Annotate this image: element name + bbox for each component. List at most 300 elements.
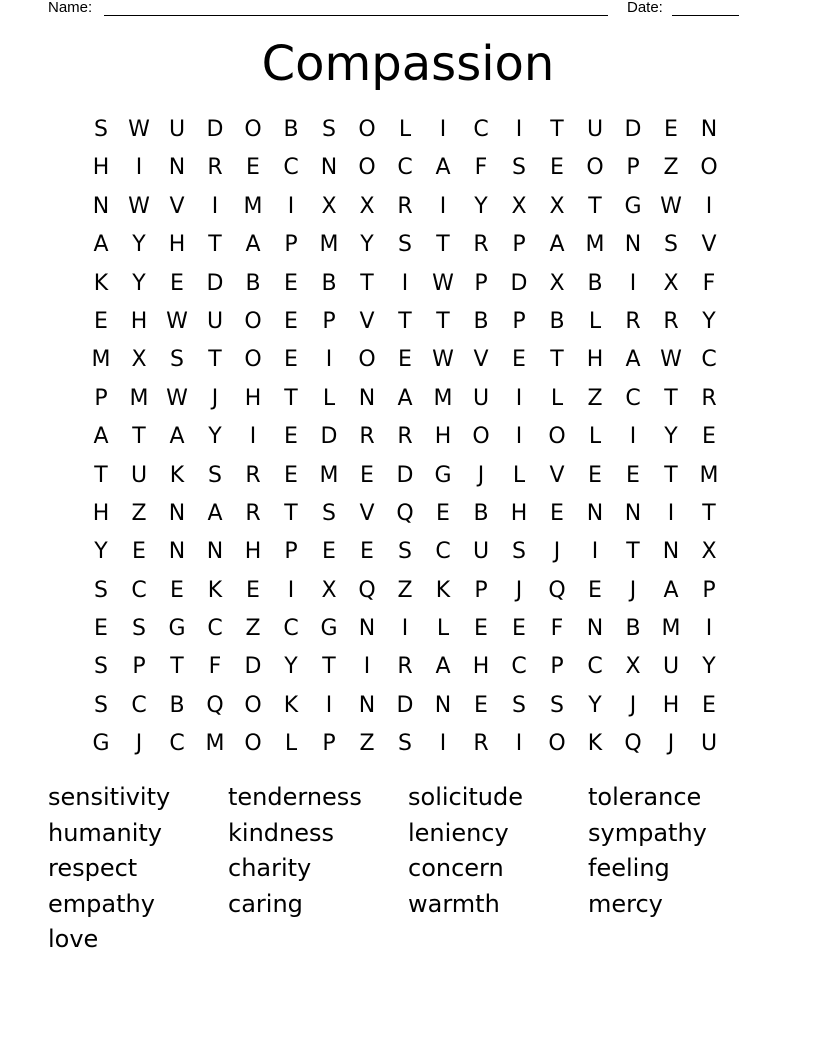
grid-letter[interactable]: S (208, 462, 222, 488)
grid-letter[interactable]: C (701, 347, 717, 373)
grid-letter[interactable]: X (131, 347, 147, 373)
word-bank-item: charity (228, 854, 312, 882)
grid-letter[interactable]: E (170, 270, 184, 296)
grid-letter[interactable]: S (550, 692, 564, 718)
grid-letter[interactable]: I (325, 692, 333, 718)
grid-letter[interactable]: S (94, 654, 108, 680)
grid-letter[interactable]: O (472, 424, 490, 450)
grid-letter[interactable]: W (166, 385, 188, 411)
grid-letter[interactable]: W (128, 117, 150, 142)
grid-letter[interactable]: I (515, 385, 523, 411)
grid-letter[interactable]: D (206, 117, 224, 142)
grid-letter[interactable]: Y (132, 232, 146, 258)
grid-letter[interactable]: P (132, 654, 146, 680)
grid-letter[interactable]: S (322, 500, 336, 526)
grid-letter[interactable]: I (515, 117, 523, 142)
grid-letter[interactable]: H (244, 539, 262, 565)
name-field[interactable] (104, 0, 608, 16)
grid-letter[interactable]: M (91, 347, 111, 373)
grid-letter[interactable]: X (511, 193, 527, 219)
grid-letter[interactable]: S (398, 232, 412, 258)
grid-letter[interactable]: I (439, 731, 447, 757)
grid-letter[interactable]: G (434, 462, 452, 488)
grid-letter[interactable]: P (474, 577, 488, 603)
grid-letter[interactable]: S (170, 347, 184, 373)
grid-letter[interactable]: N (624, 232, 642, 258)
grid-letter[interactable]: L (512, 462, 526, 488)
grid-letter[interactable]: R (359, 424, 375, 450)
grid-letter[interactable]: A (397, 385, 413, 411)
grid-letter[interactable]: A (169, 424, 185, 450)
grid-letter[interactable]: O (244, 117, 262, 142)
grid-letter[interactable]: E (284, 308, 298, 334)
grid-letter[interactable]: H (168, 232, 186, 258)
grid-letter[interactable]: W (432, 270, 454, 296)
grid-letter[interactable]: T (322, 654, 336, 680)
grid-letter[interactable]: T (360, 270, 374, 296)
grid-letter[interactable]: E (436, 500, 450, 526)
grid-letter[interactable]: M (243, 193, 263, 219)
grid-letter[interactable]: L (322, 385, 336, 411)
grid-letter[interactable]: U (586, 117, 604, 142)
grid-letter[interactable]: I (287, 193, 295, 219)
grid-letter[interactable]: N (168, 500, 186, 526)
grid-letter[interactable]: N (700, 117, 718, 142)
grid-letter[interactable]: S (664, 232, 678, 258)
page-title: Compassion (261, 36, 555, 92)
grid-letter[interactable]: O (358, 347, 376, 373)
grid-letter[interactable]: U (206, 308, 224, 334)
grid-letter[interactable]: P (512, 308, 526, 334)
grid-letter[interactable]: L (588, 424, 602, 450)
grid-letter[interactable]: H (586, 347, 604, 373)
grid-letter[interactable]: I (135, 155, 143, 181)
grid-letter[interactable]: S (94, 577, 108, 603)
grid-letter[interactable]: S (398, 731, 412, 757)
grid-letter[interactable]: S (512, 692, 526, 718)
grid-letter[interactable]: D (206, 270, 224, 296)
grid-letter[interactable]: Z (587, 385, 603, 411)
grid-letter[interactable]: G (168, 616, 186, 642)
grid-letter[interactable]: N (358, 692, 376, 718)
grid-letter[interactable]: H (510, 500, 528, 526)
grid-letter[interactable]: S (512, 155, 526, 181)
grid-letter[interactable]: Y (360, 232, 374, 258)
grid-letter[interactable]: Z (131, 500, 147, 526)
grid-letter[interactable]: E (664, 117, 678, 142)
grid-letter[interactable]: N (168, 155, 186, 181)
grid-letter[interactable]: E (512, 347, 526, 373)
grid-letter[interactable]: P (322, 731, 336, 757)
grid-letter[interactable]: C (169, 731, 185, 757)
grid-letter[interactable]: U (472, 539, 490, 565)
grid-letter[interactable]: S (94, 692, 108, 718)
grid-letter[interactable]: J (629, 692, 637, 718)
grid-letter[interactable]: M (319, 232, 339, 258)
grid-letter[interactable]: D (244, 654, 262, 680)
grid-letter[interactable]: P (284, 539, 298, 565)
grid-letter[interactable]: E (284, 462, 298, 488)
grid-letter[interactable]: D (510, 270, 528, 296)
grid-letter[interactable]: A (245, 232, 261, 258)
grid-letter[interactable]: X (701, 539, 717, 565)
grid-letter[interactable]: D (624, 117, 642, 142)
grid-letter[interactable]: X (549, 193, 565, 219)
grid-letter[interactable]: E (588, 462, 602, 488)
grid-letter[interactable]: Y (94, 539, 108, 565)
grid-letter[interactable]: B (169, 692, 185, 718)
grid-letter[interactable]: O (244, 731, 262, 757)
grid-letter[interactable]: T (702, 500, 716, 526)
grid-letter[interactable]: I (629, 424, 637, 450)
grid-letter[interactable]: G (92, 731, 110, 757)
grid-letter[interactable]: W (166, 308, 188, 334)
grid-letter[interactable]: O (358, 155, 376, 181)
grid-letter[interactable]: I (439, 117, 447, 142)
grid-letter[interactable]: F (702, 270, 716, 296)
grid-letter[interactable]: P (322, 308, 336, 334)
grid-letter[interactable]: S (132, 616, 146, 642)
grid-letter[interactable]: R (473, 232, 489, 258)
grid-letter[interactable]: M (129, 385, 149, 411)
grid-letter[interactable]: E (360, 539, 374, 565)
grid-letter[interactable]: T (94, 462, 108, 488)
grid-letter[interactable]: C (283, 155, 299, 181)
grid-letter[interactable]: E (284, 424, 298, 450)
grid-letter[interactable]: Z (245, 616, 261, 642)
grid-letter[interactable]: I (515, 424, 523, 450)
grid-letter[interactable]: D (396, 692, 414, 718)
grid-letter[interactable]: I (287, 577, 295, 603)
grid-letter[interactable]: T (664, 385, 678, 411)
grid-letter[interactable]: T (436, 232, 450, 258)
grid-letter[interactable]: E (588, 577, 602, 603)
grid-letter[interactable]: J (211, 385, 219, 411)
grid-letter[interactable]: P (702, 577, 716, 603)
grid-letter[interactable]: V (473, 347, 489, 373)
grid-letter[interactable]: Z (359, 731, 375, 757)
grid-letter[interactable]: T (588, 193, 602, 219)
grid-letter[interactable]: M (319, 462, 339, 488)
grid-letter[interactable]: C (511, 654, 527, 680)
grid-letter[interactable]: C (625, 385, 641, 411)
grid-letter[interactable]: A (549, 232, 565, 258)
grid-letter[interactable]: U (662, 654, 680, 680)
grid-letter[interactable]: I (667, 500, 675, 526)
grid-letter[interactable]: I (705, 193, 713, 219)
grid-letter[interactable]: U (700, 731, 718, 757)
grid-letter[interactable]: A (435, 654, 451, 680)
grid-letter[interactable]: I (591, 539, 599, 565)
grid-letter[interactable]: U (168, 117, 186, 142)
grid-letter[interactable]: C (131, 577, 147, 603)
grid-letter[interactable]: D (320, 424, 338, 450)
grid-letter[interactable]: T (664, 462, 678, 488)
grid-letter[interactable]: E (322, 539, 336, 565)
grid-letter[interactable]: E (550, 155, 564, 181)
grid-letter[interactable]: O (700, 155, 718, 181)
grid-letter[interactable]: E (246, 577, 260, 603)
grid-letter[interactable]: N (434, 692, 452, 718)
grid-letter[interactable]: H (662, 692, 680, 718)
grid-letter[interactable]: K (587, 731, 603, 757)
grid-letter[interactable]: X (663, 270, 679, 296)
grid-letter[interactable]: S (512, 539, 526, 565)
grid-letter[interactable]: E (132, 539, 146, 565)
grid-letter[interactable]: J (515, 577, 523, 603)
grid-letter[interactable]: Z (663, 155, 679, 181)
grid-letter[interactable]: H (130, 308, 148, 334)
grid-letter[interactable]: H (434, 424, 452, 450)
grid-letter[interactable]: Y (702, 654, 716, 680)
grid-letter[interactable]: E (284, 270, 298, 296)
grid-letter[interactable]: N (662, 539, 680, 565)
grid-letter[interactable]: T (284, 500, 298, 526)
grid-letter[interactable]: T (550, 117, 564, 142)
grid-letter[interactable]: O (244, 347, 262, 373)
grid-letter[interactable]: P (284, 232, 298, 258)
grid-letter[interactable]: Y (702, 308, 716, 334)
grid-letter[interactable]: H (92, 500, 110, 526)
grid-letter[interactable]: Y (664, 424, 678, 450)
grid-letter[interactable]: T (208, 347, 222, 373)
grid-letter[interactable]: E (626, 462, 640, 488)
grid-letter[interactable]: E (398, 347, 412, 373)
grid-letter[interactable]: K (169, 462, 185, 488)
grid-letter[interactable]: K (435, 577, 451, 603)
grid-letter[interactable]: V (169, 193, 185, 219)
grid-letter[interactable]: W (660, 193, 682, 219)
grid-letter[interactable]: L (588, 308, 602, 334)
grid-letter[interactable]: R (663, 308, 679, 334)
grid-letter[interactable]: P (550, 654, 564, 680)
grid-letter[interactable]: O (244, 692, 262, 718)
grid-letter[interactable]: G (320, 616, 338, 642)
grid-letter[interactable]: L (436, 616, 450, 642)
grid-letter[interactable]: D (396, 462, 414, 488)
grid-letter[interactable]: C (283, 616, 299, 642)
grid-letter[interactable]: U (130, 462, 148, 488)
grid-letter[interactable]: R (397, 424, 413, 450)
grid-letter[interactable]: X (359, 193, 375, 219)
grid-letter[interactable]: N (358, 616, 376, 642)
grid-letter[interactable]: Y (132, 270, 146, 296)
grid-letter[interactable]: N (206, 539, 224, 565)
grid-letter[interactable]: A (93, 424, 109, 450)
date-field[interactable] (672, 0, 739, 16)
grid-letter[interactable]: R (207, 155, 223, 181)
grid-letter[interactable]: V (549, 462, 565, 488)
grid-letter[interactable]: W (432, 347, 454, 373)
grid-letter[interactable]: E (474, 692, 488, 718)
grid-letter[interactable]: C (435, 539, 451, 565)
grid-letter[interactable]: C (131, 692, 147, 718)
grid-letter[interactable]: N (320, 155, 338, 181)
grid-letter[interactable]: E (284, 347, 298, 373)
grid-letter[interactable]: Q (358, 577, 376, 603)
grid-letter[interactable]: C (473, 117, 489, 142)
grid-letter[interactable]: N (358, 385, 376, 411)
grid-letter[interactable]: V (359, 500, 375, 526)
grid-letter[interactable]: H (472, 654, 490, 680)
grid-letter[interactable]: E (246, 155, 260, 181)
grid-letter[interactable]: L (398, 117, 412, 142)
grid-letter[interactable]: O (548, 731, 566, 757)
grid-letter[interactable]: K (93, 270, 109, 296)
grid-letter[interactable]: I (211, 193, 219, 219)
grid-letter[interactable]: M (699, 462, 719, 488)
grid-letter[interactable]: O (244, 308, 262, 334)
grid-letter[interactable]: S (94, 117, 108, 142)
word-bank-item: empathy (48, 889, 155, 918)
grid-letter[interactable]: T (208, 232, 222, 258)
grid-letter[interactable]: A (207, 500, 223, 526)
grid-letter[interactable]: T (626, 539, 640, 565)
grid-letter[interactable]: B (321, 270, 337, 296)
grid-letter[interactable]: C (397, 155, 413, 181)
grid-letter[interactable]: M (585, 232, 605, 258)
grid-letter[interactable]: E (170, 577, 184, 603)
grid-letter[interactable]: X (625, 654, 641, 680)
grid-letter[interactable]: X (321, 193, 337, 219)
grid-letter[interactable]: A (93, 232, 109, 258)
grid-letter[interactable]: B (587, 270, 603, 296)
grid-letter[interactable]: N (586, 616, 604, 642)
grid-letter[interactable]: T (132, 424, 146, 450)
grid-letter[interactable]: N (586, 500, 604, 526)
grid-letter[interactable]: I (401, 616, 409, 642)
grid-letter[interactable]: G (624, 193, 642, 219)
grid-letter[interactable]: H (244, 385, 262, 411)
grid-letter[interactable]: L (550, 385, 564, 411)
grid-letter[interactable]: N (624, 500, 642, 526)
word-bank-item: tolerance (588, 783, 702, 811)
grid-letter[interactable]: F (208, 654, 222, 680)
grid-letter[interactable]: W (128, 193, 150, 219)
grid-letter[interactable]: H (92, 155, 110, 181)
grid-letter[interactable]: T (284, 385, 298, 411)
grid-letter[interactable]: O (358, 117, 376, 142)
grid-letter[interactable]: I (363, 654, 371, 680)
grid-letter[interactable]: R (245, 500, 261, 526)
grid-letter[interactable]: A (625, 347, 641, 373)
word-bank-item: warmth (408, 889, 500, 918)
grid-letter[interactable]: P (512, 232, 526, 258)
grid-letter[interactable]: L (284, 731, 298, 757)
grid-letter[interactable]: Y (208, 424, 222, 450)
grid-letter[interactable]: E (94, 308, 108, 334)
grid-letter[interactable]: R (397, 654, 413, 680)
grid-letter[interactable]: M (205, 731, 225, 757)
grid-letter[interactable]: Q (396, 500, 414, 526)
grid-letter[interactable]: Y (474, 193, 488, 219)
grid-letter[interactable]: E (512, 616, 526, 642)
grid-letter[interactable]: U (472, 385, 490, 411)
grid-letter[interactable]: P (94, 385, 108, 411)
grid-letter[interactable]: R (473, 731, 489, 757)
grid-letter[interactable]: B (473, 308, 489, 334)
grid-letter[interactable]: R (701, 385, 717, 411)
grid-letter[interactable]: E (550, 500, 564, 526)
grid-letter[interactable]: S (322, 117, 336, 142)
grid-letter[interactable]: B (625, 616, 641, 642)
grid-letter[interactable]: E (474, 616, 488, 642)
grid-letter[interactable]: R (245, 462, 261, 488)
grid-letter[interactable]: J (553, 539, 561, 565)
grid-letter[interactable]: F (474, 155, 488, 181)
word-bank (48, 780, 768, 958)
grid-letter[interactable]: J (135, 731, 143, 757)
grid-letter[interactable]: S (398, 539, 412, 565)
grid-letter[interactable]: Y (284, 654, 298, 680)
grid-letter[interactable]: V (701, 232, 717, 258)
word-bank-item: leniency (408, 818, 509, 847)
grid-letter[interactable]: T (170, 654, 184, 680)
grid-letter[interactable]: C (587, 654, 603, 680)
grid-letter[interactable]: B (473, 500, 489, 526)
grid-letter[interactable]: F (550, 616, 564, 642)
grid-letter[interactable]: R (625, 308, 641, 334)
grid-letter[interactable]: I (401, 270, 409, 296)
grid-letter[interactable]: B (245, 270, 261, 296)
grid-letter[interactable]: E (702, 424, 716, 450)
grid-letter[interactable]: E (702, 692, 716, 718)
grid-letter[interactable]: C (207, 616, 223, 642)
grid-letter[interactable]: J (629, 577, 637, 603)
grid-letter[interactable]: J (667, 731, 675, 757)
word-bank-item: sympathy (588, 818, 707, 847)
grid-letter[interactable]: I (325, 347, 333, 373)
grid-letter[interactable]: N (168, 539, 186, 565)
grid-letter[interactable]: N (92, 193, 110, 219)
grid-letter[interactable]: T (550, 347, 564, 373)
grid-letter[interactable]: T (398, 308, 412, 334)
grid-letter[interactable]: B (549, 308, 565, 334)
grid-letter[interactable]: I (249, 424, 257, 450)
grid-letter[interactable]: Z (397, 577, 413, 603)
grid-letter[interactable]: K (207, 577, 223, 603)
grid-letter[interactable]: I (705, 616, 713, 642)
grid-letter[interactable]: O (548, 424, 566, 450)
grid-letter[interactable]: R (397, 193, 413, 219)
grid-letter[interactable]: X (321, 577, 337, 603)
grid-letter[interactable]: K (283, 692, 299, 718)
grid-letter[interactable]: M (661, 616, 681, 642)
grid-letter[interactable]: P (626, 155, 640, 181)
grid-letter[interactable]: V (359, 308, 375, 334)
grid-letter[interactable]: X (549, 270, 565, 296)
grid-letter[interactable]: A (435, 155, 451, 181)
grid-letter[interactable]: Q (624, 731, 642, 757)
grid-letter[interactable]: T (436, 308, 450, 334)
grid-letter[interactable]: W (660, 347, 682, 373)
grid-letter[interactable]: I (439, 193, 447, 219)
grid-letter[interactable]: I (629, 270, 637, 296)
grid-letter[interactable]: Y (588, 692, 602, 718)
grid-letter[interactable]: A (663, 577, 679, 603)
grid-letter[interactable]: J (477, 462, 485, 488)
grid-letter[interactable]: I (515, 731, 523, 757)
word-bank-item: feeling (588, 854, 670, 882)
grid-letter[interactable]: E (360, 462, 374, 488)
grid-letter[interactable]: Q (206, 692, 224, 718)
grid-letter[interactable]: P (474, 270, 488, 296)
grid-letter[interactable]: Q (548, 577, 566, 603)
grid-letter[interactable]: B (283, 117, 299, 142)
grid-letter[interactable]: O (586, 155, 604, 181)
grid-letter[interactable]: M (433, 385, 453, 411)
grid-letter[interactable]: E (94, 616, 108, 642)
